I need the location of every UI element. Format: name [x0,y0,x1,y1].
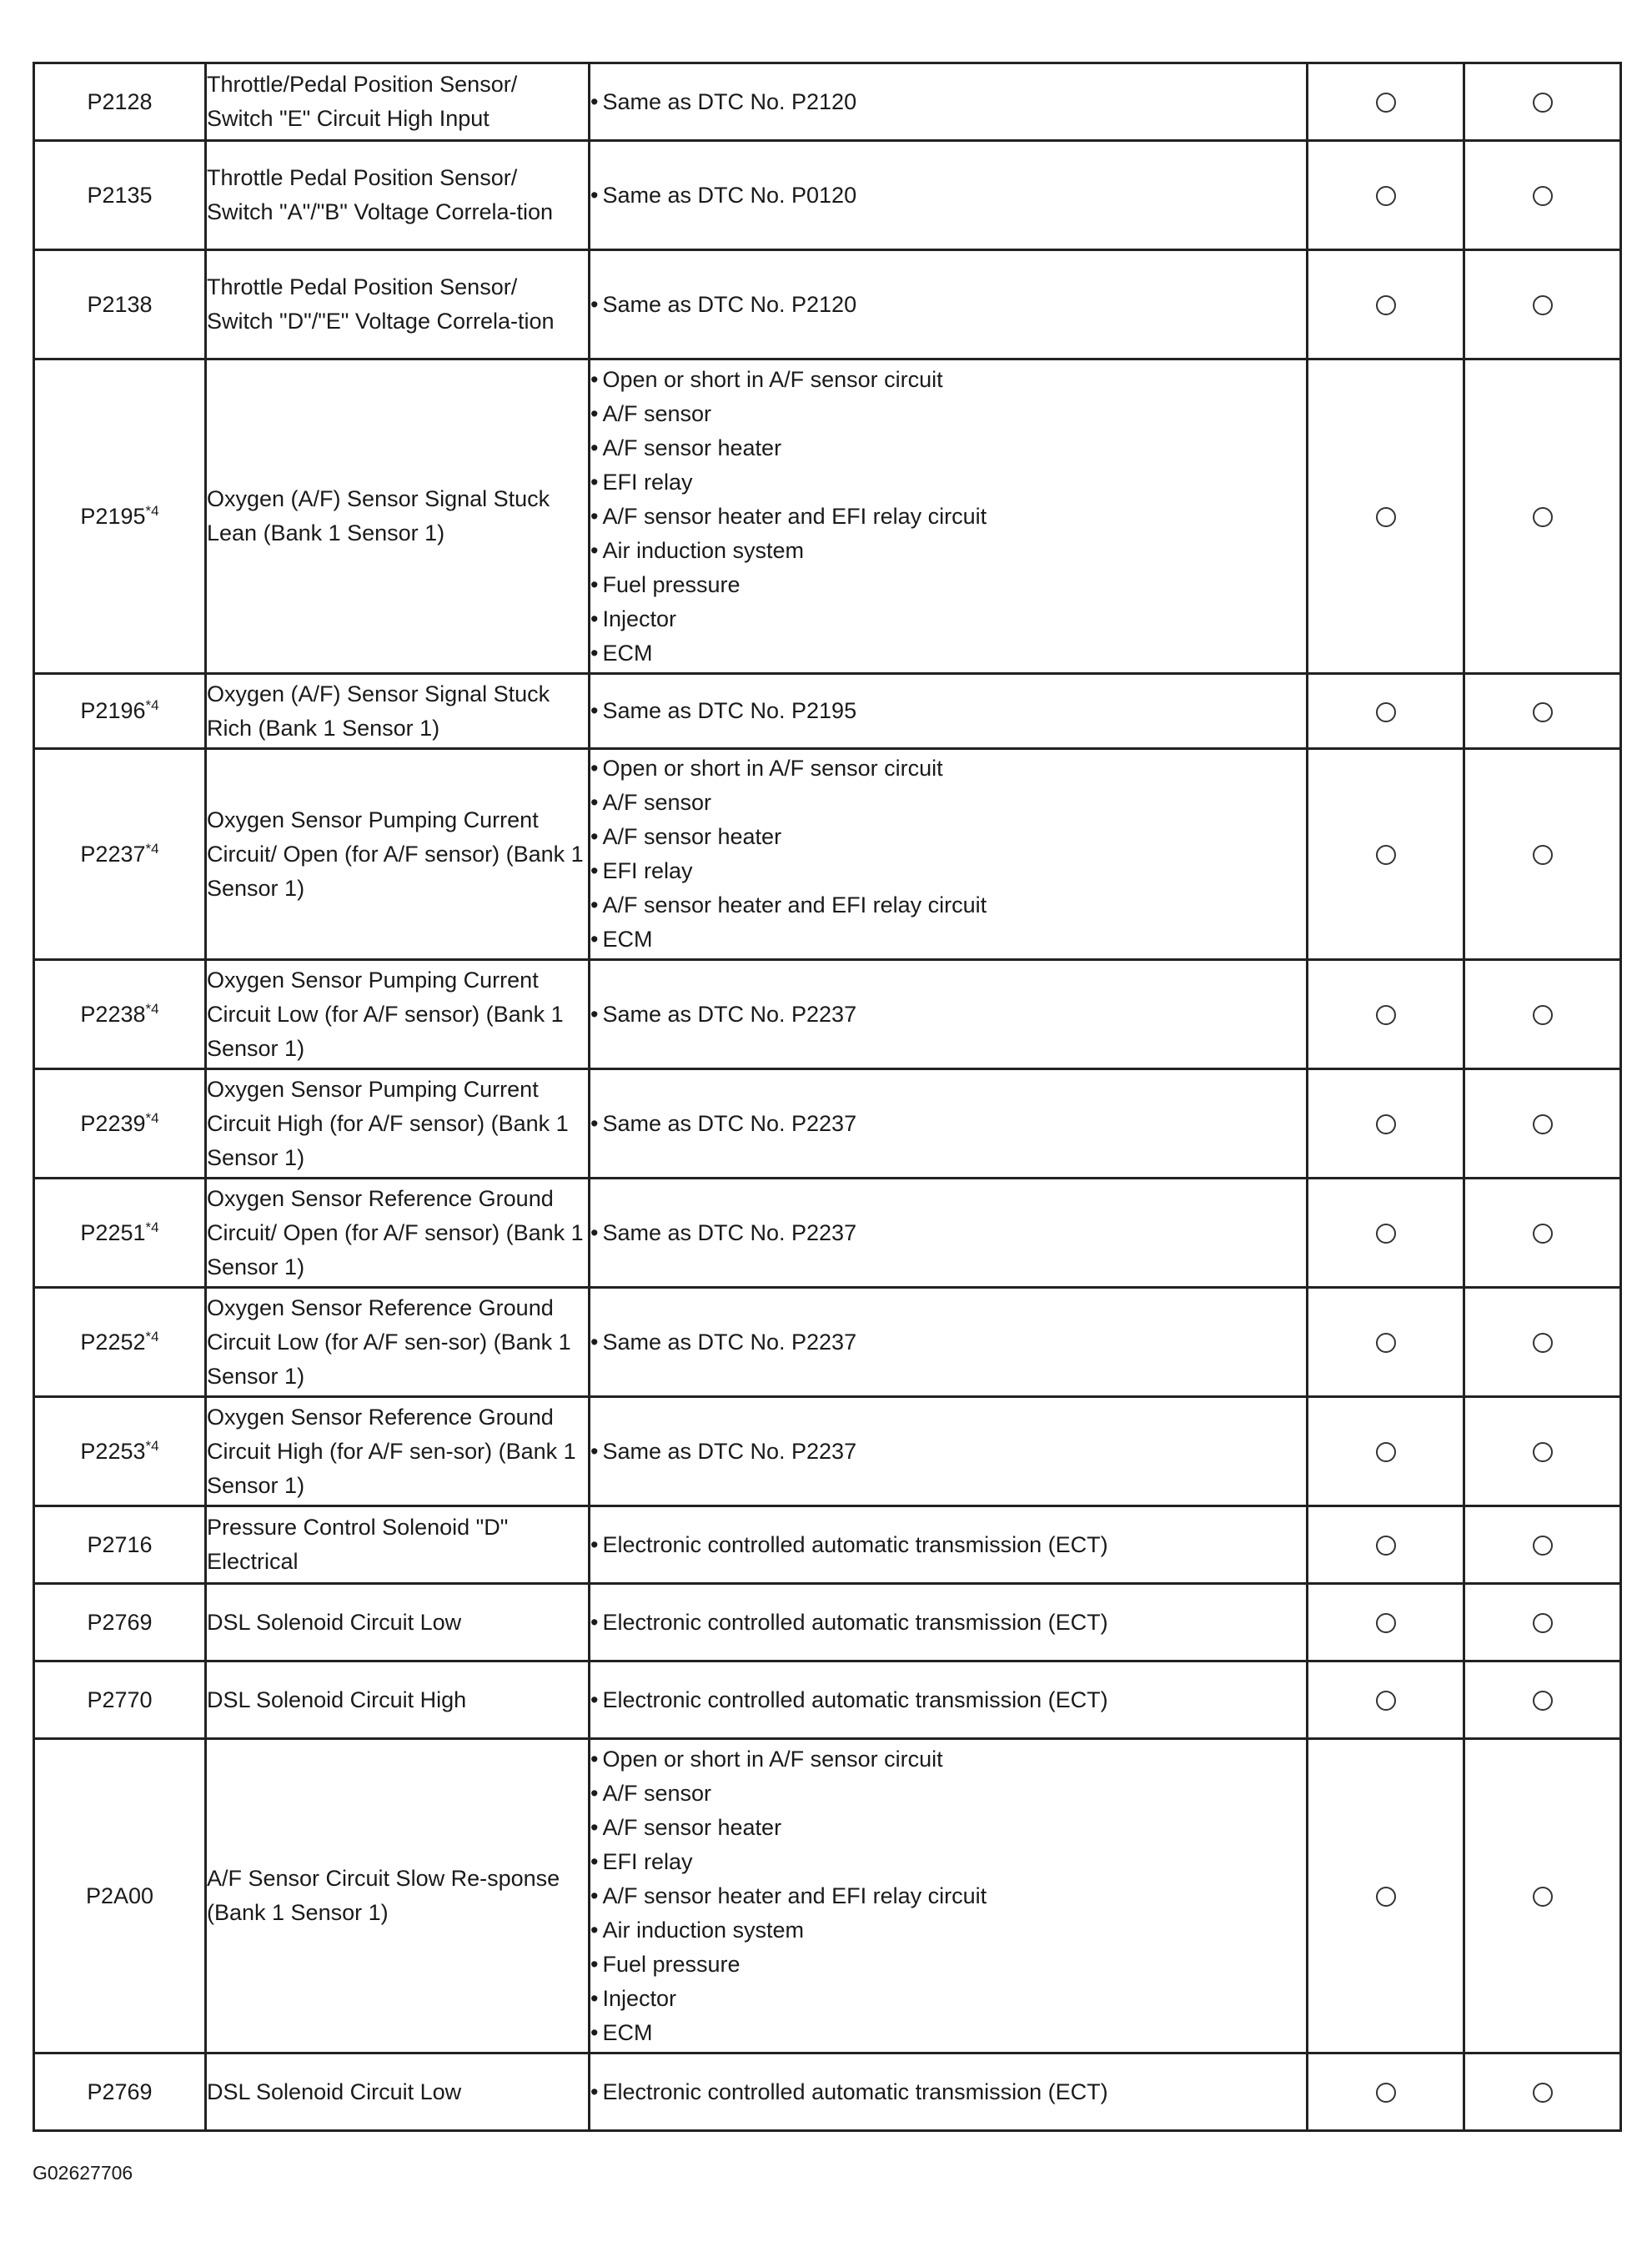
dtc-code: P2239 [80,1110,146,1136]
detection-item: Oxygen Sensor Pumping Current Circuit Low (for A/F sensor) (Bank 1 Sensor 1) [206,960,590,1069]
trouble-area-list [590,178,1306,213]
trouble-area-text: Electronic controlled automatic transmission (ECT) [602,2079,1108,2104]
trouble-area-item [590,1948,1306,1982]
trouble-area-cell [590,1397,1308,1506]
trouble-area-item [590,752,1306,786]
mark-cell-2 [1464,141,1621,250]
circle-mark-icon [1376,1536,1396,1556]
dtc-code-cell [34,2053,206,2131]
trouble-area-cell [590,1288,1308,1397]
circle-mark-icon [1533,1613,1553,1633]
dtc-code-cell [34,1179,206,1288]
figure-code: G02627706 [33,2162,133,2184]
circle-mark-icon [1533,1442,1553,1462]
trouble-area-list [590,1325,1306,1360]
trouble-area-item [590,1683,1306,1717]
detection-item: Oxygen Sensor Reference Ground Circuit High (for A/F sen-sor) (Bank 1 Sensor 1) [206,1397,590,1506]
dtc-code-cell [34,1288,206,1397]
detection-item: DSL Solenoid Circuit High [206,1661,590,1739]
mark-cell-1 [1308,63,1464,141]
circle-mark-icon [1376,295,1396,315]
trouble-area-text: Injector [602,1985,676,2011]
trouble-area-text: Same as DTC No. P2120 [602,291,857,317]
dtc-code: P2253 [80,1438,146,1464]
trouble-area-text: EFI relay [602,469,693,495]
trouble-area-text: A/F sensor heater and EFI relay circuit [602,892,987,917]
trouble-area-text: A/F sensor heater [602,435,782,460]
circle-mark-icon [1533,186,1553,206]
dtc-code: P2251 [80,1219,146,1245]
trouble-area-text: Open or short in A/F sensor circuit [602,366,943,392]
dtc-code: P2238 [80,1001,146,1027]
trouble-area-text: Air induction system [602,1917,805,1943]
trouble-area-cell [590,1179,1308,1288]
trouble-area-text: Same as DTC No. P2195 [602,698,857,723]
trouble-area-item [590,1982,1306,2016]
circle-mark-icon [1376,93,1396,113]
trouble-area-item [590,1811,1306,1845]
table-row [34,1506,1621,1584]
trouble-area-list [590,1742,1306,2050]
trouble-area-list [590,1528,1306,1562]
trouble-area-text: ECM [602,927,653,952]
trouble-area-text: ECM [602,2019,653,2045]
trouble-area-cell [590,359,1308,674]
circle-mark-icon [1533,2083,1553,2103]
dtc-footnote-mark: *4 [145,1000,159,1017]
trouble-area-list [590,694,1306,728]
trouble-area-text: A/F sensor [602,1780,711,1806]
trouble-area-list [590,1435,1306,1469]
circle-mark-icon [1376,1114,1396,1134]
trouble-area-list [590,2075,1306,2109]
circle-mark-icon [1533,295,1553,315]
trouble-area-item [590,694,1306,728]
dtc-code: P2769 [87,2079,153,2104]
mark-cell-2 [1464,1506,1621,1584]
dtc-code-cell [34,1584,206,1661]
trouble-area-item [590,2016,1306,2050]
trouble-area-item [590,1913,1306,1948]
mark-cell-1 [1308,1069,1464,1179]
mark-cell-1 [1308,1584,1464,1661]
mark-cell-2 [1464,960,1621,1069]
trouble-area-text: Same as DTC No. P2237 [602,1329,857,1355]
trouble-area-item [590,85,1306,119]
circle-mark-icon [1376,2083,1396,2103]
dtc-footnote-mark: *4 [145,1328,159,1345]
table-row [34,1584,1621,1661]
detection-item: Oxygen (A/F) Sensor Signal Stuck Lean (Bank 1 Sensor 1) [206,359,590,674]
circle-mark-icon [1533,1005,1553,1025]
mark-cell-2 [1464,250,1621,359]
mark-cell-2 [1464,1288,1621,1397]
trouble-area-item [590,465,1306,500]
trouble-area-text: A/F sensor heater [602,1814,782,1840]
dtc-code: P2770 [87,1687,153,1712]
trouble-area-item [590,1606,1306,1640]
detection-item: Throttle/Pedal Position Sensor/ Switch "E" Circuit High Input [206,63,590,141]
trouble-area-cell [590,960,1308,1069]
detection-item: Oxygen Sensor Pumping Current Circuit/ Open (for A/F sensor) (Bank 1 Sensor 1) [206,749,590,960]
trouble-area-item [590,288,1306,322]
mark-cell-2 [1464,63,1621,141]
circle-mark-icon [1376,845,1396,865]
circle-mark-icon [1533,93,1553,113]
dtc-code: P2A00 [85,1883,154,1908]
detection-item: Oxygen Sensor Pumping Current Circuit High (for A/F sensor) (Bank 1 Sensor 1) [206,1069,590,1179]
circle-mark-icon [1376,1887,1396,1907]
trouble-area-text: Open or short in A/F sensor circuit [602,756,943,781]
dtc-table [33,62,1622,2132]
mark-cell-1 [1308,141,1464,250]
trouble-area-text: A/F sensor heater and EFI relay circuit [602,1883,987,1908]
mark-cell-2 [1464,359,1621,674]
trouble-area-cell [590,1069,1308,1179]
mark-cell-1 [1308,1506,1464,1584]
circle-mark-icon [1533,1536,1553,1556]
detection-item: Throttle Pedal Position Sensor/ Switch "D"/"E" Voltage Correla-tion [206,250,590,359]
table-row [34,1069,1621,1179]
trouble-area-text: Same as DTC No. P2237 [602,1110,857,1136]
trouble-area-item [590,1528,1306,1562]
trouble-area-item [590,500,1306,534]
trouble-area-text: A/F sensor heater [602,824,782,849]
dtc-code-cell [34,359,206,674]
trouble-area-item [590,568,1306,602]
trouble-area-cell [590,1661,1308,1739]
trouble-area-text: Same as DTC No. P2237 [602,1001,857,1027]
trouble-area-item [590,178,1306,213]
trouble-area-text: Air induction system [602,537,805,563]
dtc-footnote-mark: *4 [145,1219,159,1235]
trouble-area-item [590,1107,1306,1141]
mark-cell-1 [1308,1179,1464,1288]
table-row [34,674,1621,749]
mark-cell-1 [1308,2053,1464,2131]
dtc-code: P2195 [80,503,146,529]
dtc-code: P2769 [87,1609,153,1635]
dtc-code: P2237 [80,841,146,867]
trouble-area-text: Injector [602,606,676,631]
dtc-code-cell [34,141,206,250]
table-row [34,1288,1621,1397]
dtc-code-cell [34,960,206,1069]
trouble-area-text: A/F sensor [602,790,711,815]
circle-mark-icon [1533,507,1553,527]
table-row [34,960,1621,1069]
trouble-area-text: Open or short in A/F sensor circuit [602,1746,943,1772]
trouble-area-text: EFI relay [602,858,693,883]
mark-cell-2 [1464,1397,1621,1506]
circle-mark-icon [1376,1691,1396,1711]
dtc-footnote-mark: *4 [145,1437,159,1454]
mark-cell-2 [1464,1584,1621,1661]
trouble-area-cell [590,2053,1308,2131]
table-row [34,749,1621,960]
circle-mark-icon [1376,1442,1396,1462]
trouble-area-list [590,998,1306,1032]
dtc-code-cell [34,1069,206,1179]
dtc-code: P2138 [87,291,153,317]
trouble-area-item [590,1879,1306,1913]
mark-cell-1 [1308,1288,1464,1397]
circle-mark-icon [1376,1613,1396,1633]
trouble-area-item [590,820,1306,854]
dtc-code-cell [34,1661,206,1739]
circle-mark-icon [1533,1333,1553,1353]
trouble-area-item [590,397,1306,431]
trouble-area-cell [590,1739,1308,2053]
trouble-area-cell [590,674,1308,749]
trouble-area-text: A/F sensor [602,400,711,426]
trouble-area-list [590,1606,1306,1640]
table-row [34,1179,1621,1288]
trouble-area-item [590,1845,1306,1879]
trouble-area-cell [590,141,1308,250]
table-row [34,1661,1621,1739]
trouble-area-item [590,602,1306,636]
trouble-area-cell [590,250,1308,359]
dtc-footnote-mark: *4 [145,502,159,519]
circle-mark-icon [1376,186,1396,206]
trouble-area-text: Electronic controlled automatic transmission (ECT) [602,1609,1108,1635]
mark-cell-2 [1464,1179,1621,1288]
trouble-area-item [590,1777,1306,1811]
dtc-footnote-mark: *4 [145,697,159,713]
trouble-area-cell [590,1506,1308,1584]
mark-cell-2 [1464,749,1621,960]
detection-item: Oxygen (A/F) Sensor Signal Stuck Rich (Bank 1 Sensor 1) [206,674,590,749]
detection-item: DSL Solenoid Circuit Low [206,1584,590,1661]
trouble-area-text: Fuel pressure [602,571,741,597]
trouble-area-item [590,534,1306,568]
trouble-area-list [590,752,1306,957]
circle-mark-icon [1533,1691,1553,1711]
mark-cell-1 [1308,1397,1464,1506]
table-row [34,63,1621,141]
detection-item: Throttle Pedal Position Sensor/ Switch "A"/"B" Voltage Correla-tion [206,141,590,250]
dtc-code-cell [34,1506,206,1584]
mark-cell-1 [1308,250,1464,359]
dtc-code: P2196 [80,698,146,723]
table-row [34,2053,1621,2131]
table-row [34,141,1621,250]
circle-mark-icon [1376,702,1396,722]
dtc-code: P2135 [87,182,153,208]
trouble-area-text: ECM [602,640,653,666]
trouble-area-list [590,363,1306,671]
detection-item: Oxygen Sensor Reference Ground Circuit Low (for A/F sen-sor) (Bank 1 Sensor 1) [206,1288,590,1397]
circle-mark-icon [1376,1224,1396,1244]
trouble-area-list [590,1216,1306,1250]
trouble-area-text: Same as DTC No. P0120 [602,182,857,208]
dtc-code-cell [34,749,206,960]
dtc-code: P2716 [87,1531,153,1557]
trouble-area-text: A/F sensor heater and EFI relay circuit [602,503,987,529]
trouble-area-item [590,854,1306,888]
trouble-area-item [590,998,1306,1032]
circle-mark-icon [1533,1887,1553,1907]
trouble-area-item [590,1325,1306,1360]
mark-cell-1 [1308,1661,1464,1739]
circle-mark-icon [1376,1333,1396,1353]
dtc-footnote-mark: *4 [145,840,159,857]
mark-cell-2 [1464,674,1621,749]
trouble-area-text: Same as DTC No. P2237 [602,1219,857,1245]
mark-cell-1 [1308,674,1464,749]
trouble-area-list [590,85,1306,119]
trouble-area-text: Fuel pressure [602,1951,741,1977]
table-row [34,359,1621,674]
trouble-area-cell [590,749,1308,960]
table-row [34,1397,1621,1506]
circle-mark-icon [1376,507,1396,527]
detection-item: A/F Sensor Circuit Slow Re-sponse (Bank 1 Sensor 1) [206,1739,590,2053]
mark-cell-1 [1308,749,1464,960]
trouble-area-item [590,431,1306,465]
table-row [34,1739,1621,2053]
trouble-area-cell [590,63,1308,141]
trouble-area-text: Electronic controlled automatic transmission (ECT) [602,1687,1108,1712]
trouble-area-cell [590,1584,1308,1661]
mark-cell-2 [1464,1661,1621,1739]
dtc-code-cell [34,674,206,749]
detection-item: Pressure Control Solenoid "D" Electrical [206,1506,590,1584]
trouble-area-text: Same as DTC No. P2120 [602,88,857,114]
table-row [34,250,1621,359]
mark-cell-2 [1464,1739,1621,2053]
trouble-area-item [590,786,1306,820]
dtc-table-body [34,63,1621,2131]
trouble-area-list [590,288,1306,322]
dtc-footnote-mark: *4 [145,1109,159,1126]
trouble-area-text: Same as DTC No. P2237 [602,1438,857,1464]
dtc-code-cell [34,250,206,359]
dtc-code: P2252 [80,1329,146,1355]
mark-cell-1 [1308,1739,1464,2053]
trouble-area-list [590,1107,1306,1141]
mark-cell-2 [1464,2053,1621,2131]
circle-mark-icon [1376,1005,1396,1025]
circle-mark-icon [1533,702,1553,722]
trouble-area-item [590,363,1306,397]
trouble-area-item [590,888,1306,922]
mark-cell-2 [1464,1069,1621,1179]
circle-mark-icon [1533,1224,1553,1244]
trouble-area-item [590,1435,1306,1469]
trouble-area-item [590,1742,1306,1777]
trouble-area-text: Electronic controlled automatic transmission (ECT) [602,1531,1108,1557]
mark-cell-1 [1308,960,1464,1069]
dtc-code: P2128 [87,88,153,114]
trouble-area-item [590,922,1306,957]
trouble-area-text: EFI relay [602,1848,693,1874]
trouble-area-list [590,1683,1306,1717]
trouble-area-item [590,2075,1306,2109]
dtc-code-cell [34,63,206,141]
detection-item: DSL Solenoid Circuit Low [206,2053,590,2131]
circle-mark-icon [1533,845,1553,865]
dtc-code-cell [34,1739,206,2053]
trouble-area-item [590,1216,1306,1250]
circle-mark-icon [1533,1114,1553,1134]
detection-item: Oxygen Sensor Reference Ground Circuit/ Open (for A/F sensor) (Bank 1 Sensor 1) [206,1179,590,1288]
trouble-area-item [590,636,1306,671]
mark-cell-1 [1308,359,1464,674]
dtc-code-cell [34,1397,206,1506]
